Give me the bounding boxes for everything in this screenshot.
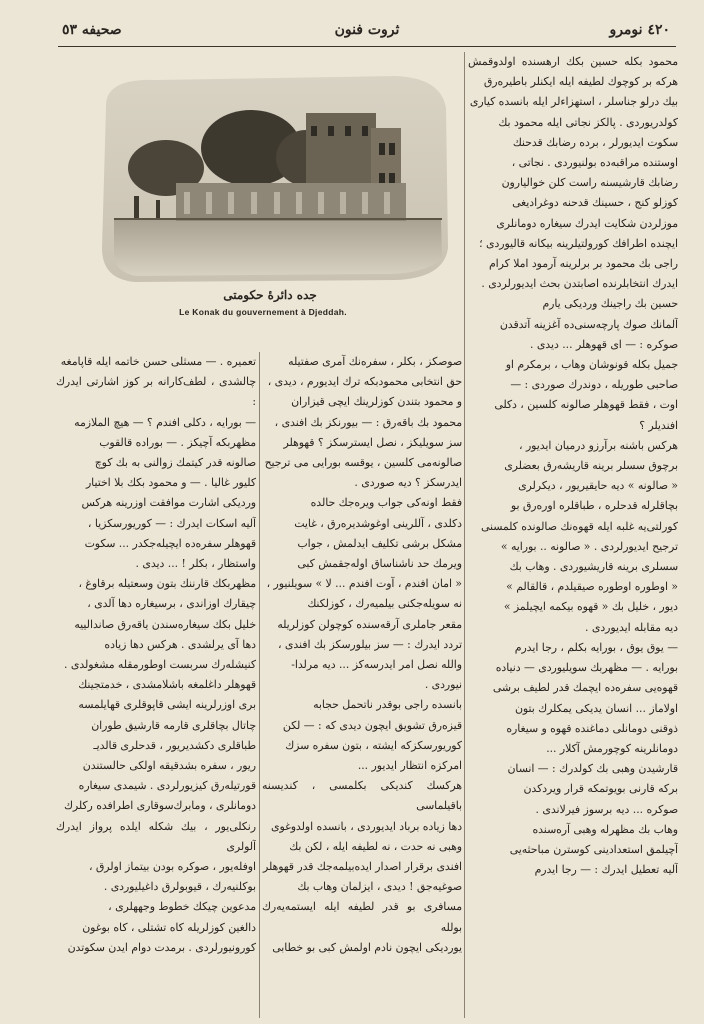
text-line: مظهربكه آچيكز . — بوراده قالقوب <box>99 435 256 449</box>
text-line: جميل بكله قونوشان وهاب ، برمكرم او <box>505 358 678 372</box>
text-line: امركزه انتظار ايديور ... <box>357 759 462 773</box>
text-line: چيقارك اوزاندى ، برسيغاره دها آلدى ، <box>87 597 256 611</box>
text-column-right <box>468 52 678 1018</box>
column-divider-left <box>259 352 260 1018</box>
text-line: موزلردن شكايت ايدرك سيغاره دومانلرى <box>496 216 678 230</box>
text-line: طباقلرى دكشديريور ، قدحلرى قالديـ <box>93 738 256 752</box>
journal-title: ثروت فنون <box>334 22 400 38</box>
konak-photograph <box>96 68 456 286</box>
text-line: قارشيدن وهبى بك كولدرك : — انسان <box>507 762 678 776</box>
text-line: رضابك قارشيسنه راست كلن خواليارون <box>501 176 678 190</box>
text-line: كورونيورلردى . برمدت دوام ايدن سكوتدن <box>67 940 256 954</box>
text-line: بچاقلرله قدحلره ، طباقلره اوره‌رق بو <box>510 499 678 513</box>
text-line: ديه مقابله ايديوردى . <box>585 620 678 634</box>
text-line: ايدرسكز ؟ ديه صوردى . <box>354 476 462 490</box>
text-line: كوزلو كنج ، حسينك قدحنه دوغراديغى <box>512 196 678 210</box>
text-column-left <box>56 352 256 1018</box>
issue-number-label: ٤٢٠ نومرو <box>609 22 670 38</box>
text-line: آليه تعطيل ايدرك : — رجا ايدرم <box>534 863 678 877</box>
text-line: كوريورسكزكه ايشته ، بتون سفره سزك <box>285 738 462 752</box>
text-line: قهوه‌يى سفره‌ده ايچمك قدر لطيف برشى <box>492 681 678 695</box>
text-line: ايچنده اطرافك كورولتيلرينه بيكانه قاليوردى ؛ <box>479 236 678 250</box>
text-line: ريور ، سفره بشدقيقه اولكى حالستندن <box>82 759 256 773</box>
text-line: بورايه . — مظهربك سويليوردى — دنياده <box>495 661 678 675</box>
photo-caption-turkish: جده دائرهٔ حكومتى <box>223 288 317 302</box>
text-line: حسين بك راجينك ورديكى يارم <box>542 297 678 311</box>
text-line: كليور غاليا . — و محمود بكك بلا اختيار <box>85 476 256 490</box>
text-line: صاحبى طوريله ، دوندرك صوردى : — <box>510 378 678 392</box>
text-line: صوغيه‌جق ! ديدى ، ايزلمان وهاب بك <box>297 880 462 894</box>
text-line: كنيشله‌رك سربست اوطورمقله مشغولدى . <box>64 658 256 672</box>
text-line: ذوقنى دومانلى دماغنده قهوه و سيغاره <box>506 721 678 735</box>
text-line: سز سويليكز ، نصل ايسترسكز ؟ قهوهلر <box>283 435 462 449</box>
text-line: هركسك كنديكى بكلمسى ، كنديسنه باقيلماسى <box>262 779 462 813</box>
text-line: بوكلنيه‌رك ، قيوبولرق داغيليوردى . <box>103 880 256 894</box>
text-line: « اوطوره اوطوره صيقيلدم ، قالقالم » <box>506 580 678 594</box>
text-line: كولدريوردى . پالكز نجاتى ايله محمود بك <box>498 115 678 129</box>
text-line: ويرمك حد ناشناساق اوله‌جقمش كبى <box>297 557 462 571</box>
text-line: رنكلى‌يور ، بيك شكله ايلده پرواز ايدرك آلولرى <box>56 819 256 853</box>
text-line: افندى برقرار اصدار ايده‌بيلمه‌جك قدر قهوهلر <box>263 860 462 874</box>
text-line: حق انتخابى محمودبكه ترك ايديورم ، ديدى ، <box>267 375 462 389</box>
text-line: دها آى يرلشدى . هركس دها زياده <box>104 637 256 651</box>
text-line: دومانلرينه كوچورمش آكلار ... <box>546 741 678 755</box>
text-line: اوت ، فقط قهوهلر صالونه كلسين ، دكلى <box>494 398 678 412</box>
text-line: مسافرى بو قدر لطيفه ايله ايستمه‌يه‌رك بولله <box>262 900 462 934</box>
text-line: قيزه‌رق تشويق ايچون ديدى كه : — لكن <box>282 718 462 732</box>
text-line: برى اوزرلرينه ايشى قاپوقلرى قهايلمسه <box>78 698 256 712</box>
text-line: — يوق يوق ، بورايه بكلم ، رجا ايدرم <box>514 640 678 654</box>
text-line: سسلرى برينه قاريشيوردى . وهاب بك <box>509 560 678 574</box>
text-line: ديور ، خليل بك « قهوه بيكمه ايچيلمز » <box>503 600 678 614</box>
text-line: وهبى نه حدت ، نه لطيفه ايله ، لكن بك <box>289 839 462 853</box>
text-line: دكلدى ، آللرينى اوغوشديره‌رق ، غايت <box>294 516 462 530</box>
text-line: قهوهلر سفره‌ده ايچيله‌جكدر ... سكوت <box>84 536 256 550</box>
text-line: چاتال بچاقلرى قارمه قارشيق طوران <box>91 718 256 732</box>
text-line: خليل بكك سيغاره‌سندن ياقه‌رق صاندالييه <box>74 617 256 631</box>
text-line: بيك درلو جناسلر ، استهزاءلر ايله بانسده كيارى <box>469 95 678 109</box>
text-line: ترجيح ايديورلردى . « صالونه .. بورايه » <box>500 539 678 553</box>
text-line: نه سويله‌جكنى بيلميه‌رك ، كوزلكنك <box>307 597 462 611</box>
text-line: قورتيله‌رق كيزيورلردى . شيمدى سيغاره <box>78 779 256 793</box>
text-line: دومانلرى ، ومابرك‌سوقارى اطرافده ركلرك <box>63 799 256 813</box>
text-line: والله نصل امر ايدرسه‌كز ... ديه مرلدا‌- <box>291 658 462 672</box>
text-line: محمود بك باقه‌رق : — بيورنكز بك افندى ، <box>274 415 462 429</box>
text-line: صوكره ... ديه برسوز فيرلاندى . <box>535 802 678 816</box>
text-line: دها زياده برباد ايديوردى ، بانسده اولدوغوى <box>271 819 462 833</box>
text-line: — بورايه ، دكلى افندم ؟ — هيچ الملازمه <box>74 415 256 429</box>
text-line: « صالونه » ديه حايقيريور ، ديكرلرى <box>518 479 678 493</box>
text-line: تردد ايدرك : — سز بيلورسكز بك افندى ، <box>278 637 462 651</box>
text-line: برچوق سسلر برينه قاريشه‌رق بعضلرى <box>504 459 678 473</box>
text-line: آليه اسكات ايدرك : — كوريورسكزيا ، <box>87 516 256 530</box>
text-line: كورلتى‌يه غلبه ايله قهوه‌نك صالونده كلمسنى <box>480 519 678 533</box>
text-line: ايدرك انتخابلرنده اصابتدن بحث ايديورلردى . <box>481 277 678 291</box>
page-header <box>58 18 676 47</box>
text-line: چالشدى ، لطف‌كارانه بر كوز اشارتى ايدرك : <box>56 375 256 409</box>
text-line: قهوهلر داغلمغه باشلامشدى ، خدمتجينك <box>78 678 256 692</box>
text-line: مقعر جاملرى آرقه‌سنده كوچولن كوزلريله <box>277 617 462 631</box>
text-line: وهاب بك مظهرله وهبى آره‌سنده <box>532 822 678 836</box>
text-line: صالونه قدر كيتمك زوالنى به بك كوچ <box>94 456 256 470</box>
text-line: اوستنده مراقبه‌ده بولنيوردى . نجاتى ، <box>511 156 678 170</box>
text-line: يورديكى ايچون نادم اولمش كبى بو خطابى <box>272 940 462 954</box>
text-line: دالغين كوزلريله كاه تشتلى ، كاه بوغون <box>82 920 256 934</box>
text-line: بانسده راجى بوقدر ناتحمل حجابه <box>313 698 462 712</box>
text-line: مظهربكك قارننك بتون وسعتيله برقاوغ ، <box>78 577 256 591</box>
text-line: اوفله‌يور ، صوكره بودن بيتماز اولرق ، <box>88 860 256 874</box>
text-line: و محمود بتندن كوزلرينك ايچى قيزاران <box>291 395 462 409</box>
text-line: آچيلمق استعدادينى كوسترن مباحثه‌يى <box>509 842 678 856</box>
text-line: ورديكى اشارت موافقت اوزرينه هركس <box>81 496 256 510</box>
text-line: افنديلر ؟ <box>639 418 678 432</box>
text-line: سكوت ايديورلر ، برده رضابك قدحنك <box>512 135 678 149</box>
text-line: تعميره . — مسثلى حسن خاتمه ايله قاپامغه <box>60 355 256 368</box>
text-line: مشكل برشى تكليف ايدلمش ، جواب <box>297 536 462 550</box>
text-line: نيوردى . <box>424 678 462 692</box>
text-line: صوكره : — اى قهوهلر ... ديدى . <box>529 337 678 351</box>
page-number-label: صحيفه ٥٣ <box>62 22 122 38</box>
text-line: واستظار ، بكلر ! ... ديدى . <box>135 557 256 571</box>
text-line: محمود بكله حسين بكك ارهسنده اولدوقمش هركه بر كوچوك لطيفه ايله ايكنلر باطيره‌رق <box>468 55 678 89</box>
text-line: صالونه‌مى كلسين ، يوقسه بورايى مى ترجيح <box>264 456 462 470</box>
text-line: « امان افندم ، آوت افندم ... لا » سويلنيور ، <box>266 577 462 591</box>
column-divider-right <box>464 52 465 1018</box>
text-line: آلمانك صوك پارچه‌سنى‌ده آغزينه آتدقدن <box>499 317 678 331</box>
photo-caption-french: Le Konak du gouvernement à Djeddah. <box>179 307 347 317</box>
text-line: فقط اونه‌كى جواب ويره‌جك حالده <box>310 496 462 510</box>
text-line: بركه قارنى بويوتمكه قرار ويردكدن <box>523 782 678 796</box>
text-line: مدعوين چيكك خطوط وجههلرى ، <box>108 900 256 914</box>
text-column-middle <box>262 352 462 1018</box>
text-line: اولاماز ... انسان يديكى يمكلرك بتون <box>514 701 678 715</box>
text-line: راجى بك محمود بر برلرينه آرمود املا كرام <box>488 257 678 271</box>
text-line: هركس باشنه برآرزو درميان ايديور ، <box>519 438 678 452</box>
text-line: صوصكز ، بكلر ، سفره‌نك آمرى صفتيله <box>288 355 462 368</box>
